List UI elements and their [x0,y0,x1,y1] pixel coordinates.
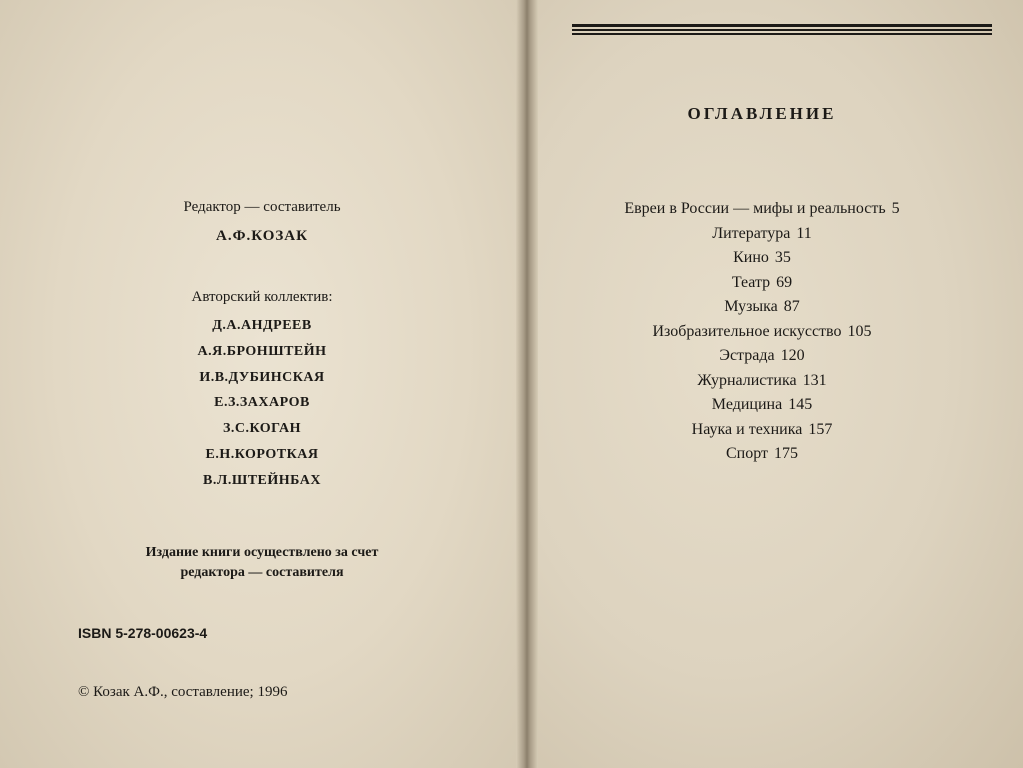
toc-entry-title: Изобразительное искусство [652,322,842,340]
toc-entry [532,320,992,345]
author-name: Е.Н.КОРОТКАЯ [205,446,319,462]
toc-entry [532,271,992,296]
editor-name: А.Ф.КОЗАК [215,228,308,244]
toc-entry-page: 120 [780,347,805,364]
toc-entry [532,246,992,271]
toc-entry-page: 35 [774,249,791,266]
toc-entry-title: Музыка [724,298,778,315]
toc-entry-title: Медицина [711,396,783,413]
authors-heading: Авторский коллектив: [191,289,333,305]
toc-entry-page: 105 [847,322,872,340]
toc-entry-title: Театр [731,273,771,291]
toc-entry-title: Наука и техника [691,420,803,438]
author-name: А.Я.БРОНШТЕЙН [197,343,327,359]
toc-entry-page: 87 [783,298,800,315]
toc-entry [532,295,992,320]
table-of-contents [532,197,992,467]
author-name: В.Л.ШТЕЙНБАХ [203,472,321,488]
rule-line [572,29,992,31]
header-rules [572,24,992,37]
toc-entry-title: Кино [733,249,769,266]
funding-line: Издание книги осуществлено за счет [145,545,379,560]
author-name: Д.А.АНДРЕЕВ [212,318,312,333]
rule-line [572,24,992,27]
copyright: © Козак А.Ф., составление; 1996 [78,684,288,700]
isbn: ISBN 5-278-00623-4 [78,625,208,641]
toc-entry-title: Эстрада [719,347,775,364]
toc-entry [532,442,992,467]
toc-entry-page: 5 [891,200,900,217]
funding-note [0,543,524,583]
toc-entry [532,369,992,394]
toc-entry-title: Евреи в России — мифы и реальность [624,200,886,217]
toc-entry [532,344,992,369]
author-name: З.С.КОГАН [222,421,302,437]
toc-entry-page: 157 [808,420,833,438]
authors-list [0,313,524,494]
rule-line [572,33,992,35]
toc-entry-title: Спорт [725,445,768,462]
toc-entry [532,197,992,222]
toc-entry-page: 11 [796,224,812,242]
toc-entry [532,222,992,247]
toc-entry [532,418,992,443]
author-name: И.В.ДУБИНСКАЯ [199,369,325,385]
funding-line: редактора — составителя [180,565,344,580]
editor-role: Редактор — составитель [183,199,341,215]
author-name: Е.З.ЗАХАРОВ [214,395,310,411]
toc-title: ОГЛАВЛЕНИЕ [687,104,837,123]
toc-entry-page: 145 [788,396,813,413]
toc-entry-title: Литература [712,224,791,242]
toc-entry-page: 175 [774,445,798,462]
toc-entry-page: 131 [802,371,827,389]
toc-entry-page: 69 [776,273,793,291]
toc-entry-title: Журналистика [697,371,797,389]
toc-entry [532,393,992,418]
